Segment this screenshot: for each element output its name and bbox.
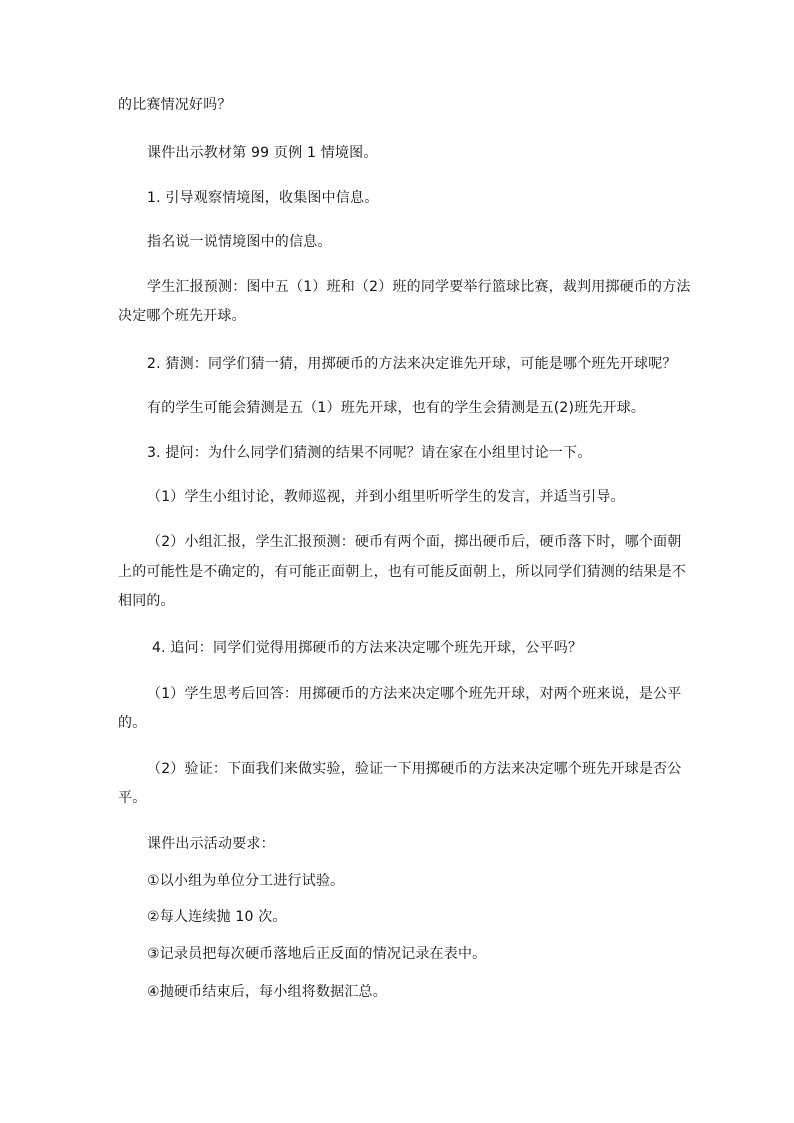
text-line: 决定哪个班先开球。: [118, 308, 246, 324]
text-line: 的比赛情况好吗？: [118, 97, 232, 113]
text-line: （2）验证：下面我们来做实验，验证一下用掷硬币的方法来决定哪个班先开球是否公: [147, 761, 682, 777]
text-line: 1. 引导观察情境图，收集图中信息。: [147, 190, 379, 206]
text-line: ④抛硬币结束后，每小组将数据汇总。: [147, 984, 387, 1000]
text-line: ①以小组为单位分工进行试验。: [147, 873, 345, 889]
text-line: 课件出示活动要求：: [147, 836, 275, 852]
text-line: 2. 猜测：同学们猜一猜，用掷硬币的方法来决定谁先开球，可能是哪个班先开球呢？: [147, 356, 677, 372]
text-line: 3. 提问：为什么同学们猜测的结果不同呢？请在家在小组里讨论一下。: [147, 445, 592, 461]
text-line: 平。: [118, 790, 147, 806]
text-line: 4. 追问：同学们觉得用掷硬币的方法来决定哪个班先开球，公平吗？: [152, 640, 583, 656]
text-line: 指名说一说情境图中的信息。: [147, 234, 332, 250]
text-line: 上的可能性是不确定的，有可能正面朝上，也有可能反面朝上，所以同学们猜测的结果是不: [118, 564, 686, 580]
text-line: 课件出示教材第 99 页例 1 情境图。: [147, 145, 378, 161]
text-line: 的。: [118, 715, 147, 731]
text-line: 学生汇报预测：图中五（1）班和（2）班的同学要举行篮球比赛，裁判用掷硬币的方法: [147, 279, 691, 295]
text-line: （2）小组汇报，学生汇报预测：硬币有两个面，掷出硬币后，硬币落下时，哪个面朝: [147, 534, 682, 550]
text-line: 相同的。: [118, 593, 175, 609]
text-line: ②每人连续抛 10 次。: [147, 909, 287, 925]
text-line: 有的学生可能会猜测是五（1）班先开球，也有的学生会猜测是五(2)班先开球。: [147, 400, 646, 416]
text-line: （1）学生小组讨论，教师巡视，并到小组里听听学生的发言，并适当引导。: [147, 489, 625, 505]
text-line: （1）学生思考后回答：用掷硬币的方法来决定哪个班先开球，对两个班来说，是公平: [147, 686, 682, 702]
text-line: ③记录员把每次硬币落地后正反面的情况记录在表中。: [147, 946, 487, 962]
